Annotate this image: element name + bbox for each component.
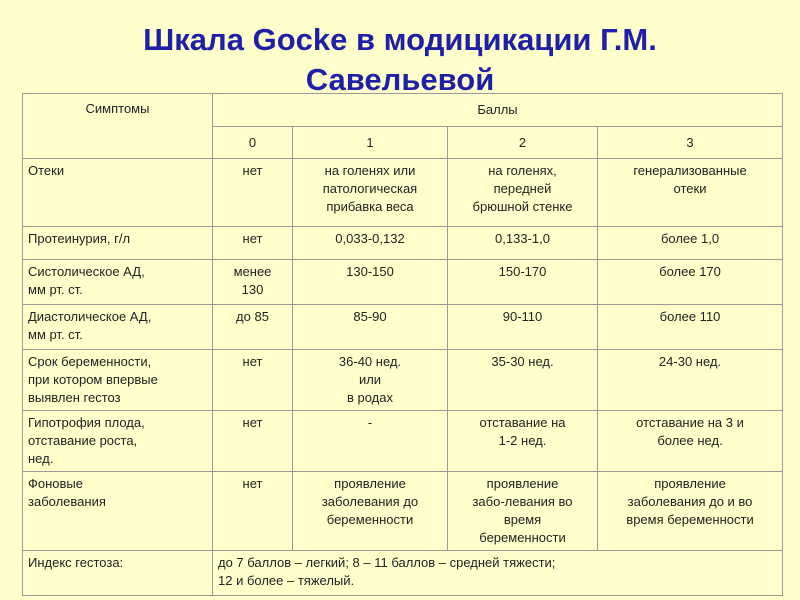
cell-line: отеки xyxy=(673,181,707,196)
cell-line: забо-левания во xyxy=(472,494,573,509)
index-row xyxy=(23,551,783,596)
header-symptoms: Симптомы xyxy=(23,94,213,159)
score-0-cell: нет xyxy=(213,227,293,260)
cell-line: отставание роста, xyxy=(28,433,138,448)
score-0-cell: до 85 xyxy=(213,305,293,350)
cell-line: Систолическое АД, xyxy=(28,264,145,279)
score-2-cell xyxy=(448,472,598,551)
cell-line: 1-2 нед. xyxy=(498,433,547,448)
table-header-row xyxy=(23,94,783,127)
table-row xyxy=(23,305,783,350)
header-points: Баллы xyxy=(213,94,783,127)
index-line-2: 12 и более – тяжелый. xyxy=(218,573,355,588)
gocke-scale-table xyxy=(22,93,783,596)
slide-title-line-2: Савельевой xyxy=(305,62,495,97)
cell-line: мм рт. ст. xyxy=(28,282,83,297)
cell-line: нед. xyxy=(28,451,54,466)
cell-line: 36-40 нед. xyxy=(338,354,402,369)
score-3-cell xyxy=(598,472,783,551)
cell-line: на голенях или xyxy=(324,163,416,178)
score-3-cell: более 1,0 xyxy=(598,227,783,260)
cell-line: проявление xyxy=(334,476,406,491)
index-value xyxy=(213,551,783,596)
score-3-cell xyxy=(598,159,783,227)
symptom-cell xyxy=(23,411,213,472)
cell-line: Диастолическое АД, xyxy=(28,309,152,324)
slide-title-line-1: Шкала Gocke в модицикации Г.М. xyxy=(143,22,657,57)
cell-line: мм рт. ст. xyxy=(28,327,83,342)
score-2-cell: 35-30 нед. xyxy=(448,350,598,411)
symptom-cell xyxy=(23,472,213,551)
cell-line: патологическая xyxy=(322,181,418,196)
cell-line: Срок беременности, xyxy=(28,354,152,369)
cell-line: проявление xyxy=(486,476,559,491)
cell-line: время беременности xyxy=(626,512,754,527)
cell-line: или xyxy=(358,372,382,387)
symptom-cell: Протеинурия, г/л xyxy=(23,227,213,260)
score-1-cell: 85-90 xyxy=(293,305,448,350)
score-3-cell: 24-30 нед. xyxy=(598,350,783,411)
header-score-0: 0 xyxy=(213,127,293,159)
table-row xyxy=(23,472,783,551)
cell-line: время xyxy=(503,512,542,527)
index-label: Индекс гестоза: xyxy=(23,551,213,596)
score-2-cell: 0,133-1,0 xyxy=(448,227,598,260)
score-3-cell: более 110 xyxy=(598,305,783,350)
table-row xyxy=(23,350,783,411)
index-line-1: до 7 баллов – легкий; 8 – 11 баллов – средней тяжести; xyxy=(218,555,556,570)
cell-line: выявлен гестоз xyxy=(28,390,121,405)
score-1-cell: 0,033-0,132 xyxy=(293,227,448,260)
cell-line: отставание на 3 и xyxy=(636,415,744,430)
header-score-3: 3 xyxy=(598,127,783,159)
cell-line: отставание на xyxy=(479,415,566,430)
score-3-cell: более 170 xyxy=(598,260,783,305)
score-2-cell: 90-110 xyxy=(448,305,598,350)
score-1-cell: 130-150 xyxy=(293,260,448,305)
score-1-cell xyxy=(293,472,448,551)
slide-title xyxy=(0,20,800,100)
score-0-cell: нет xyxy=(213,350,293,411)
header-score-1: 1 xyxy=(293,127,448,159)
score-0-cell: нет xyxy=(213,411,293,472)
cell-line: беременности xyxy=(479,530,566,545)
cell-line: 130 xyxy=(241,282,264,297)
cell-line: прибавка веса xyxy=(326,199,414,214)
score-0-cell: нет xyxy=(213,159,293,227)
cell-line: Гипотрофия плода, xyxy=(28,415,145,430)
score-1-cell xyxy=(293,350,448,411)
symptom-cell xyxy=(23,305,213,350)
score-1-cell xyxy=(293,159,448,227)
cell-line: брюшной стенке xyxy=(472,199,573,214)
score-0-cell: нет xyxy=(213,472,293,551)
table-row xyxy=(23,411,783,472)
score-3-cell xyxy=(598,411,783,472)
cell-line: более нед. xyxy=(657,433,723,448)
symptom-cell xyxy=(23,350,213,411)
score-2-cell xyxy=(448,159,598,227)
cell-line: менее xyxy=(233,264,272,279)
table-row xyxy=(23,159,783,227)
score-1-cell: - xyxy=(293,411,448,472)
table-row xyxy=(23,227,783,260)
table-row xyxy=(23,260,783,305)
cell-line: Фоновые xyxy=(28,476,84,491)
cell-line: проявление xyxy=(654,476,726,491)
cell-line: на голенях, xyxy=(488,163,557,178)
cell-line: заболевания до xyxy=(321,494,419,509)
cell-line: в родах xyxy=(346,390,393,405)
cell-line: при котором впервые xyxy=(28,372,158,387)
score-2-cell: 150-170 xyxy=(448,260,598,305)
symptom-cell: Отеки xyxy=(23,159,213,227)
score-2-cell xyxy=(448,411,598,472)
cell-line: заболевания до и во xyxy=(627,494,753,509)
cell-line: передней xyxy=(493,181,552,196)
cell-line: беременности xyxy=(326,512,414,527)
cell-line: заболевания xyxy=(28,494,106,509)
header-score-2: 2 xyxy=(448,127,598,159)
cell-line: генерализованные xyxy=(633,163,747,178)
symptom-cell xyxy=(23,260,213,305)
score-0-cell xyxy=(213,260,293,305)
